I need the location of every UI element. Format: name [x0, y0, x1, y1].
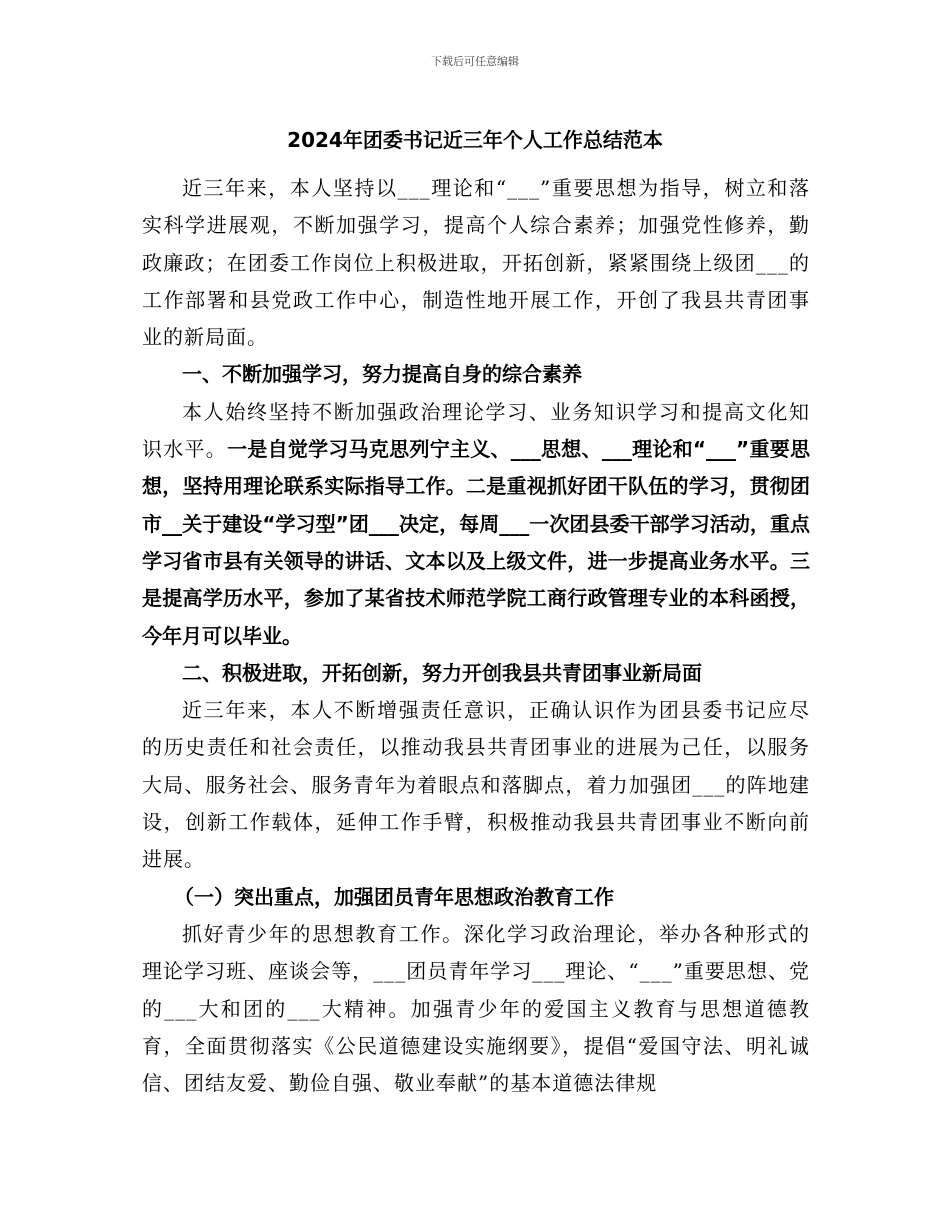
header-note: 下载后可任意编辑 — [431, 55, 519, 68]
paragraph-progress: 近三年来，本人不断增强责任意识，正确认识作为团县委书记应尽的历史责任和社会责任，以推动我县共青团事业的进展为己任，以服务大局、服务社会、服务青年为着眼点和落脚点，着力加强团___的阵地建设，创新工作载体，延伸工作手臂，积极推动我县共青团事业不断向前进展。 — [142, 698, 810, 872]
section-heading-1: 一、不断加强学习，努力提高自身的综合素养 — [182, 362, 582, 387]
document-title: 2024年团委书记近三年个人工作总结范本 — [287, 128, 663, 152]
document-body — [142, 170, 810, 1102]
paragraph-intro: 近三年来，本人坚持以___理论和“___”重要思想为指导，树立和落实科学进展观，不断加强学习，提高个人综合素养；加强党性修养，勤政廉政；在团委工作岗位上积极进取，开拓创新，紧紧围绕上级团___的工作部署和县党政工作中心，制造性地开展工作，开创了我县共青团事业的新局面。 — [142, 176, 810, 350]
subsection-heading-1: （一）突出重点，加强团员青年思想政治教育工作 — [174, 884, 614, 909]
paragraph-study — [142, 394, 810, 655]
paragraph-study-bold: 一是自觉学习马克思列宁主义、___思想、___理论和“___”重要思想，坚持用理论联系实际指导工作。二是重视抓好团干队伍的学习，贯彻团市__关于建设“学习型”团___决定，每周___一次团县委干部学习活动，重点学习省市县有关领导的讲话、文本以及上级文件，进一步提高业务水平。三是提高学历水平，参加了某省技术师范学院工商行政管理专业的本科函授，今年月可以毕业。 — [142, 437, 810, 648]
paragraph-education: 抓好青少年的思想教育工作。深化学习政治理论，举办各种形式的理论学习班、座谈会等，___团员青年学习___理论、“___”重要思想、党的___大和团的___大精神。加强青少年的爱国主义教育与思想道德教育，全面贯彻落实《公民道德建设实施纲要》，提倡“爱国守法、明礼诚信、团结友爱、勤俭自强、敬业奉献”的基本道德法律规 — [142, 921, 810, 1096]
section-heading-2: 二、积极进取，开拓创新，努力开创我县共青团事业新局面 — [182, 660, 702, 685]
paragraph-study-lead: 本人始终坚持不断加强政治理论学习、业务知识学习和提高文化知识水平。 — [142, 399, 810, 462]
